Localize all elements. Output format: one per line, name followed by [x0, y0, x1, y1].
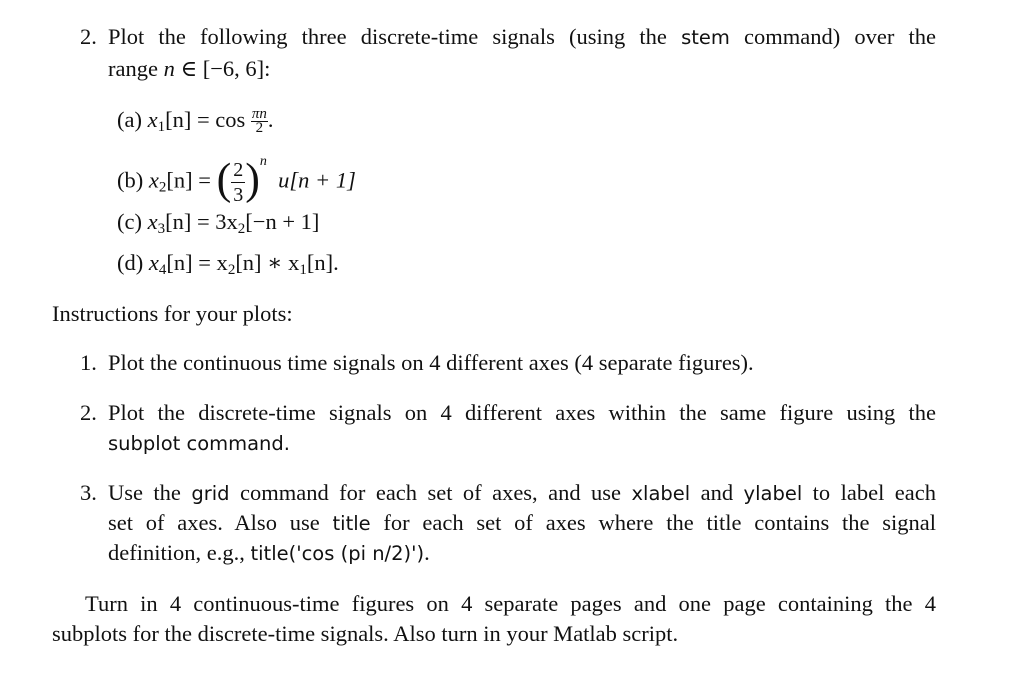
i3-l3a: definition, e.g.,: [108, 540, 251, 565]
item-b-frac-num: 2: [233, 159, 244, 181]
item-b-sub: 2: [158, 179, 167, 196]
i3-l1a: Use the: [108, 480, 192, 505]
item-d-signal: x: [148, 250, 159, 275]
instruction-3-line1: [108, 477, 936, 509]
i3-l2a: set of axes. Also use: [108, 510, 333, 535]
title-command: title: [332, 512, 371, 535]
item-b-label: (b): [117, 167, 144, 193]
item-b-tail: u[n + 1]: [278, 167, 356, 193]
item-c-mid: [n] = 3x: [165, 209, 238, 234]
item-d-sub3: 1: [299, 262, 307, 278]
i3-l1b: command for each set of axes, and use: [229, 480, 632, 505]
instruction-3-line2: [108, 507, 936, 539]
i3-l1c: and: [690, 480, 744, 505]
item-a-tail: .: [267, 107, 274, 132]
item-a-fraction: [251, 108, 268, 135]
item-d-sub2: 2: [227, 262, 236, 278]
range-text: range: [108, 56, 164, 81]
item-d-tail2: [n].: [306, 250, 339, 275]
i3-l1d: to label each: [802, 480, 936, 505]
stem-command: stem: [681, 26, 730, 49]
grid-command: grid: [191, 482, 230, 505]
range-interval: ∈ [−6, 6]:: [174, 56, 271, 81]
left-paren: (: [216, 154, 232, 204]
closing-line1: Turn in 4 continuous-time figures on 4 separate pages and one page containing the 4: [85, 591, 936, 616]
problem-number: 2.: [80, 24, 97, 49]
item-c: [117, 206, 319, 237]
instruction-2-line2: [108, 427, 290, 459]
item-d-sub: 4: [158, 262, 167, 278]
instruction-3-number: 3.: [80, 480, 97, 505]
item-c-sub2: 2: [237, 221, 246, 237]
closing-line2: subplots for the discrete-time signals. Also turn in your Matlab script.: [52, 621, 679, 646]
title-example: title('cos (pi n/2)'): [250, 542, 425, 565]
i3-l3b: .: [424, 540, 430, 565]
intro-text-1: Plot the following three discrete-time signals (using the: [108, 24, 682, 49]
item-a-mid: [n] = cos: [165, 107, 251, 132]
xlabel-command: xlabel: [631, 482, 691, 505]
instruction-1-text: Plot the continuous time signals on 4 different axes (4 separate figures).: [108, 350, 754, 375]
instruction-2-line1: Plot the discrete-time signals on 4 different axes within the same figure using the: [108, 400, 936, 425]
item-b-frac-den: 3: [233, 184, 244, 206]
range-var: n: [163, 56, 175, 81]
instruction-3-line3: [108, 537, 430, 569]
item-c-tail: [−n + 1]: [245, 209, 320, 234]
item-b-signal: x: [148, 167, 159, 193]
item-a-sub: 1: [157, 119, 166, 135]
item-d-mid: [n] = x: [166, 250, 228, 275]
intro-text-2: command) over the: [729, 24, 936, 49]
problem-intro-line1: [108, 21, 936, 53]
item-b-fraction: [231, 158, 245, 207]
item-a-label: (a): [117, 107, 142, 132]
instructions-heading: Instructions for your plots:: [52, 301, 293, 326]
item-d-tail: [n] ∗ x: [235, 250, 300, 275]
item-b-mid: [n] =: [166, 167, 217, 193]
ylabel-command: ylabel: [743, 482, 803, 505]
item-c-signal: x: [147, 209, 158, 234]
item-b-exponent: n: [259, 154, 267, 170]
item-a: [117, 104, 274, 135]
item-a-frac-den: 2: [255, 120, 264, 137]
problem-intro-line2: [108, 53, 270, 84]
instruction-2-number: 2.: [80, 400, 97, 425]
item-c-sub: 3: [157, 221, 166, 237]
right-paren: ): [245, 154, 260, 204]
item-b: [117, 154, 356, 207]
subplot-command: subplot command.: [108, 432, 290, 455]
instruction-1-number: 1.: [80, 350, 97, 375]
item-a-frac-num: πn: [251, 106, 267, 123]
item-c-label: (c): [117, 209, 142, 234]
item-d-label: (d): [117, 250, 144, 275]
item-a-signal: x: [147, 107, 158, 132]
item-d: [117, 247, 339, 278]
i3-l2b: for each set of axes where the title contains the signal: [370, 510, 936, 535]
